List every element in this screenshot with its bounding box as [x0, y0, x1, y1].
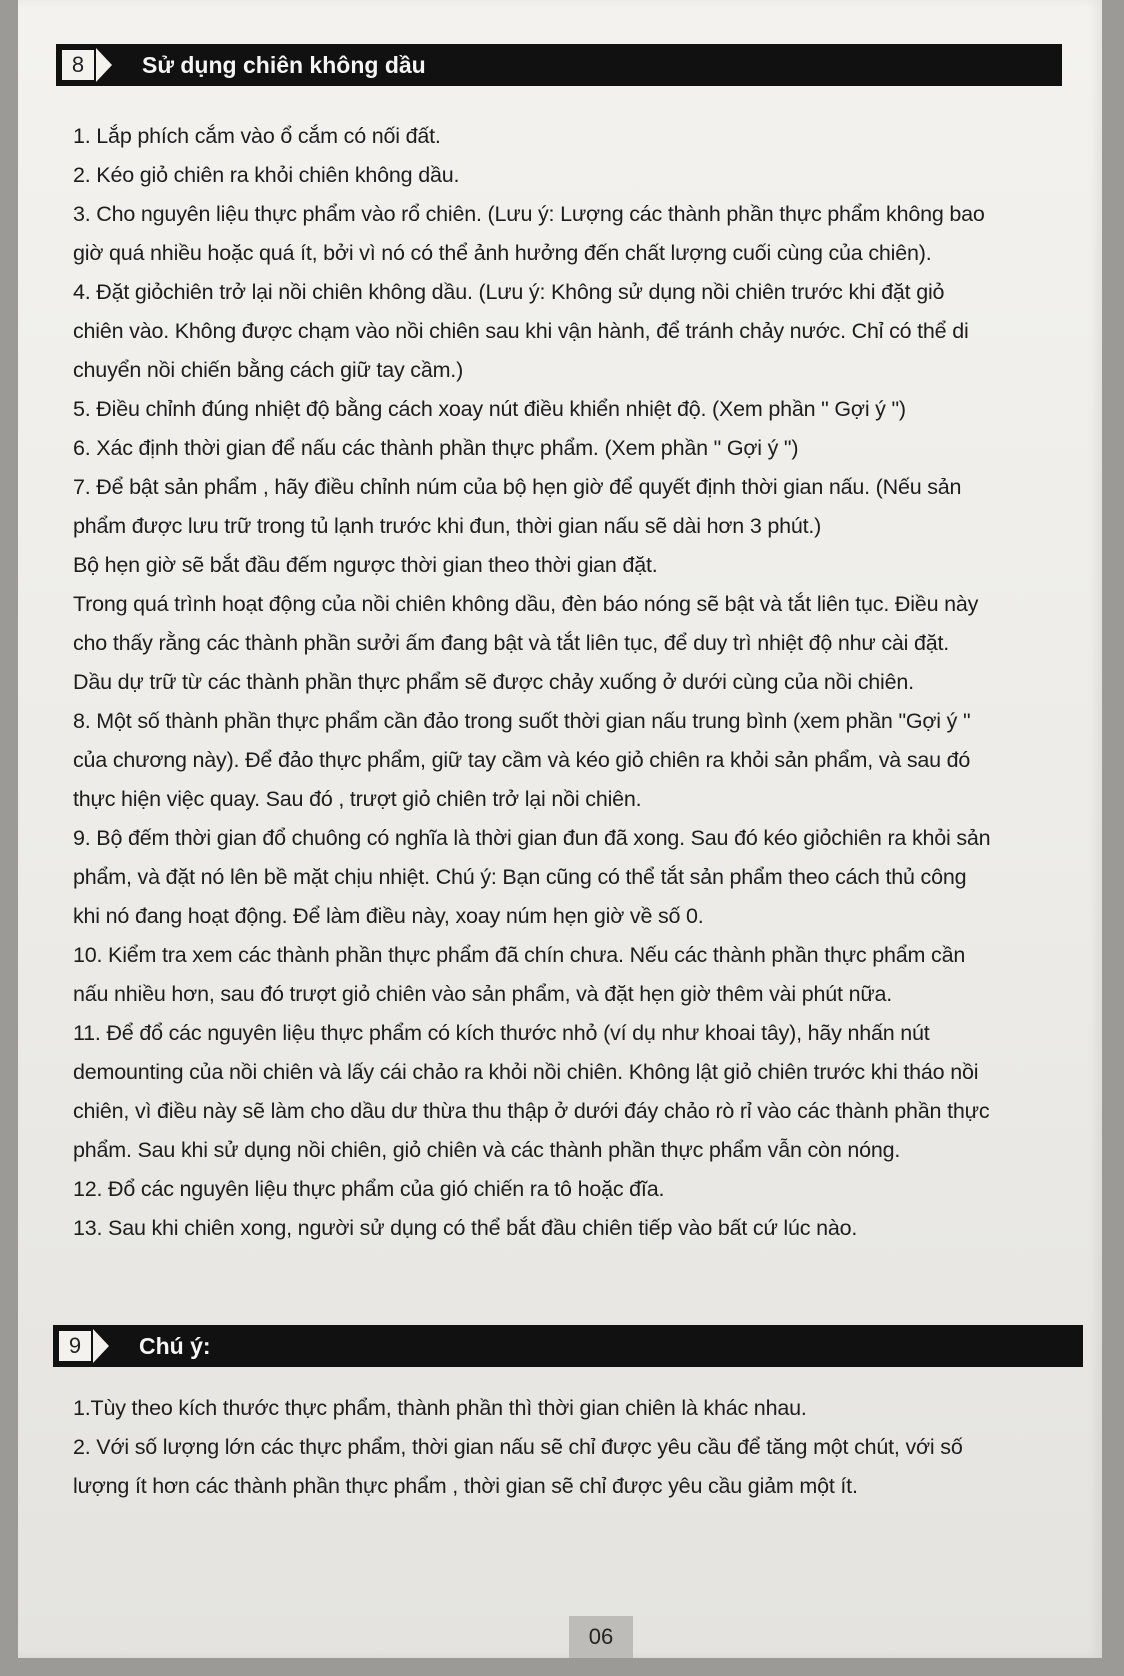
text-line: 7. Để bật sản phẩm , hãy điều chỉnh núm của bộ hẹn giờ để quyết định thời gian nấu. (Nếu sản: [73, 475, 962, 499]
text-line: 10. Kiểm tra xem các thành phần thực phẩm đã chín chưa. Nếu các thành phần thực phẩm cần: [73, 943, 966, 967]
section-9-body: [73, 1396, 1083, 1513]
text-line: demounting của nồi chiên và lấy cái chảo ra khỏi nồi chiên. Không lật giỏ chiên trước khi tháo nồi: [73, 1060, 979, 1084]
text-line: 8. Một số thành phần thực phẩm cần đảo trong suốt thời gian nấu trung bình (xem phần "Gợi ý ": [73, 709, 971, 733]
text-line: khi nó đang hoạt động. Để làm điều này, xoay núm hẹn giờ về số 0.: [73, 904, 704, 928]
text-line: thực hiện việc quay. Sau đó , trượt giỏ chiên trở lại nồi chiên.: [73, 787, 642, 811]
text-line: 1. Lắp phích cắm vào ổ cắm có nối đất.: [73, 124, 441, 148]
section-9-header: [53, 1325, 1083, 1367]
text-line: chiên vào. Không được chạm vào nồi chiên sau khi vận hành, để tránh chảy nước. Chỉ có thể di: [73, 319, 969, 343]
text-line: Bộ hẹn giờ sẽ bắt đầu đếm ngược thời gian theo thời gian đặt.: [73, 553, 658, 577]
text-line: 4. Đặt giỏchiên trở lại nồi chiên không dầu. (Lưu ý: Không sử dụng nồi chiên trước khi đặt giỏ: [73, 280, 945, 304]
text-line: phẩm được lưu trữ trong tủ lạnh trước khi đun, thời gian nấu sẽ dài hơn 3 phút.): [73, 514, 822, 538]
text-line: chuyển nồi chiến bằng cách giữ tay cầm.): [73, 358, 464, 382]
text-line: 9. Bộ đếm thời gian đổ chuông có nghĩa là thời gian đun đã xong. Sau đó kéo giỏchiên ra khỏi sản: [73, 826, 991, 850]
text-line: phẩm. Sau khi sử dụng nồi chiên, giỏ chiên và các thành phần thực phẩm vẫn còn nóng.: [73, 1138, 901, 1162]
text-line: cho thấy rằng các thành phần sưởi ấm đang bật và tắt liên tục, để duy trì nhiệt độ như cài đặt.: [73, 631, 950, 655]
text-line: 5. Điều chỉnh đúng nhiệt độ bằng cách xoay nút điều khiển nhiệt độ. (Xem phần " Gợi ý "): [73, 397, 906, 421]
text-line: Dầu dự trữ từ các thành phần thực phẩm sẽ được chảy xuống ở dưới cùng của nồi chiên.: [73, 670, 914, 694]
text-line: phẩm, và đặt nó lên bề mặt chịu nhiệt. Chú ý: Bạn cũng có thể tắt sản phẩm theo cách thủ công: [73, 865, 967, 889]
manual-page: [18, 0, 1102, 1658]
text-line: 13. Sau khi chiên xong, người sử dụng có thể bắt đầu chiên tiếp vào bất cứ lúc nào.: [73, 1216, 858, 1240]
section-8-header: [56, 44, 1062, 86]
section-8-body: [73, 124, 1083, 1255]
section-8-number: 8: [60, 48, 96, 82]
section-9-title: Chú ý:: [139, 1332, 211, 1359]
text-line: giờ quá nhiều hoặc quá ít, bởi vì nó có thể ảnh hưởng đến chất lượng cuối cùng của chiên).: [73, 241, 932, 265]
text-line: Trong quá trình hoạt động của nồi chiên không dầu, đèn báo nóng sẽ bật và tắt liên tục. Điều này: [73, 592, 979, 616]
page-number: 06: [569, 1616, 633, 1658]
text-line: chiên, vì điều này sẽ làm cho dầu dư thừa thu thập ở dưới đáy chảo rò rỉ vào các thành phần thực: [73, 1099, 990, 1123]
section-9-number: 9: [57, 1329, 93, 1363]
section-8-title: Sử dụng chiên không dầu: [142, 51, 426, 78]
text-line: 3. Cho nguyên liệu thực phẩm vào rổ chiên. (Lưu ý: Lượng các thành phần thực phẩm không bao: [73, 202, 985, 226]
text-line: lượng ít hơn các thành phần thực phẩm , thời gian sẽ chỉ được yêu cầu giảm một ít.: [73, 1474, 858, 1498]
text-line: của chương này). Để đảo thực phẩm, giữ tay cầm và kéo giỏ chiên ra khỏi sản phẩm, và sau đó: [73, 748, 971, 772]
text-line: 12. Đổ các nguyên liệu thực phẩm của gió chiến ra tô hoặc đĩa.: [73, 1177, 665, 1201]
text-line: 2. Với số lượng lớn các thực phẩm, thời gian nấu sẽ chỉ được yêu cầu để tăng một chút, với số: [73, 1435, 963, 1459]
text-line: nấu nhiều hơn, sau đó trượt giỏ chiên vào sản phẩm, và đặt hẹn giờ thêm vài phút nữa.: [73, 982, 893, 1006]
text-line: 2. Kéo giỏ chiên ra khỏi chiên không dầu.: [73, 163, 460, 187]
text-line: 6. Xác định thời gian để nấu các thành phần thực phẩm. (Xem phần " Gợi ý "): [73, 436, 799, 460]
text-line: 11. Để đổ các nguyên liệu thực phẩm có kích thước nhỏ (ví dụ như khoai tây), hãy nhấn nút: [73, 1021, 930, 1045]
text-line: 1.Tùy theo kích thước thực phẩm, thành phần thì thời gian chiên là khác nhau.: [73, 1396, 807, 1420]
